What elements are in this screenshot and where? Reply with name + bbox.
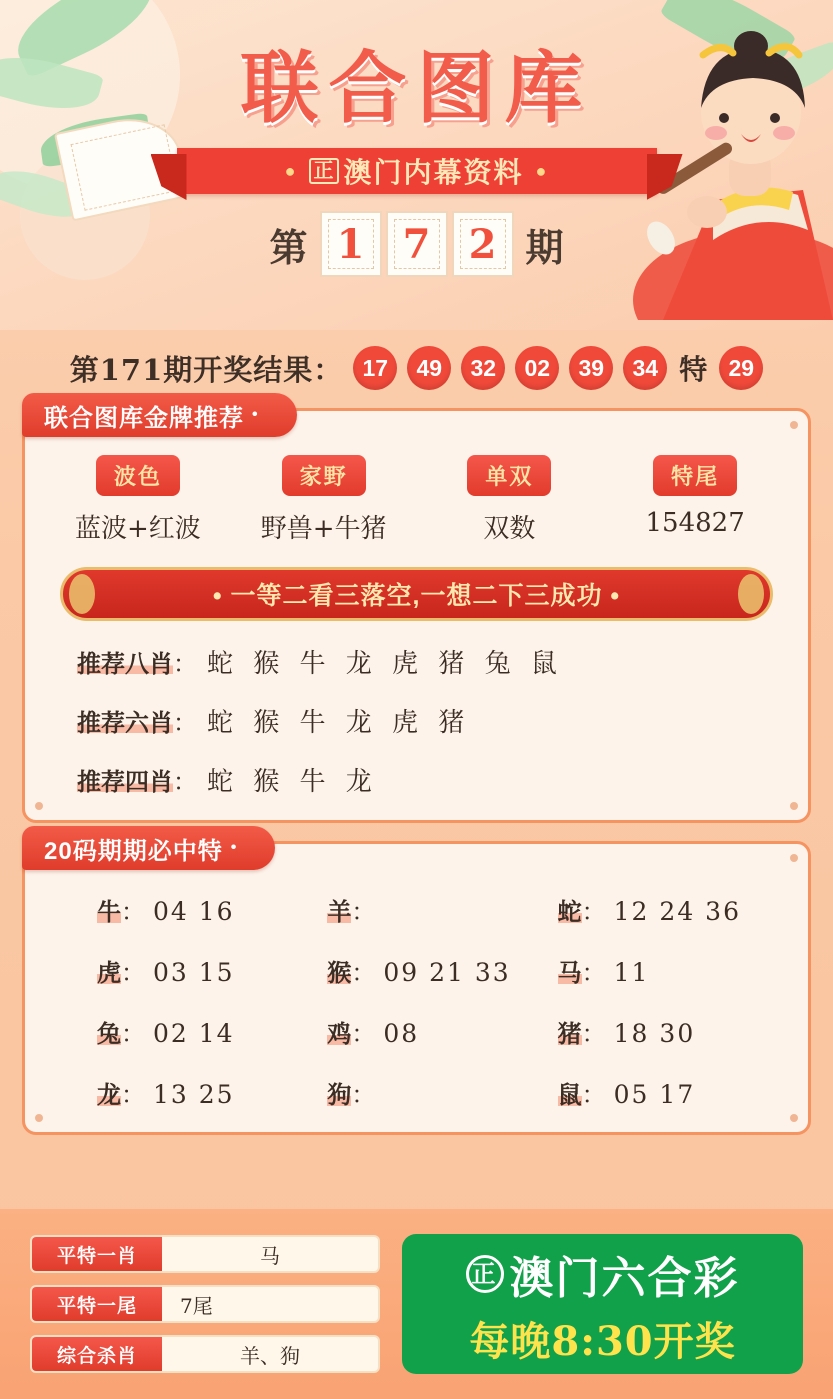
screw-icon — [35, 1114, 43, 1122]
recommend-item — [602, 455, 788, 545]
code-numbers: 12 24 36 — [613, 897, 741, 926]
code-numbers: 18 30 — [613, 1019, 696, 1048]
ribbon-dot-right: ● — [535, 160, 549, 181]
code-colon: ： — [351, 898, 376, 926]
zheng-badge-icon: 正 — [309, 158, 339, 184]
code-key: 鼠 — [558, 1075, 582, 1110]
recommend-item — [231, 455, 417, 545]
code-panel-tag-text: 20码期期必中特 — [44, 837, 223, 865]
slogan-text: • 一等二看三落空,一想二下三成功 • — [212, 582, 621, 610]
code-numbers: 03 15 — [153, 958, 235, 987]
promo-title-row — [466, 1242, 740, 1306]
footer-summary-list — [30, 1235, 380, 1373]
code-numbers: 04 16 — [153, 897, 235, 926]
issue-digit-card — [386, 211, 448, 277]
result-ball: 34 — [623, 346, 667, 390]
page-title: 联合图库 — [240, 43, 593, 134]
screw-icon — [790, 421, 798, 429]
promo-title: 澳门六合彩 — [509, 1252, 740, 1304]
recommend-panel-tag — [22, 393, 297, 437]
result-ball: 32 — [461, 346, 505, 390]
zheng-badge-icon: 正 — [466, 1255, 504, 1293]
ribbon-dot-left: ● — [284, 160, 298, 181]
recommend-grid — [45, 455, 788, 545]
screw-icon — [790, 854, 798, 862]
code-item — [327, 1075, 557, 1110]
special-ball-label: 特 — [679, 353, 708, 386]
result-ball: 17 — [353, 346, 397, 390]
code-key: 羊 — [327, 892, 351, 927]
promo-subtitle: 每晚8:30开奖 — [469, 1317, 736, 1365]
code-numbers: 11 — [613, 958, 650, 987]
issue-digit: 2 — [468, 220, 497, 268]
recommend-panel-tag-text: 联合图库金牌推荐 — [44, 404, 244, 432]
code-item — [327, 1014, 557, 1049]
code-key: 马 — [558, 953, 582, 988]
ribbon-text: 澳门内幕资料 — [343, 157, 524, 188]
code-item — [97, 892, 327, 927]
code-item — [97, 1014, 327, 1049]
code-numbers: 08 — [383, 1019, 420, 1048]
code-colon: ： — [581, 1081, 606, 1109]
code-numbers: 02 14 — [153, 1019, 235, 1048]
code-colon: ： — [351, 1081, 376, 1109]
footer-row — [30, 1235, 380, 1273]
recommend-chip: 单双 — [467, 455, 551, 496]
promo-banner[interactable] — [402, 1234, 803, 1374]
code-panel-tag — [22, 826, 275, 870]
footer-row-key: 平特一尾 — [32, 1287, 162, 1321]
recommend-chip: 特尾 — [653, 455, 737, 496]
code-colon: ： — [121, 1020, 145, 1048]
code-key: 兔 — [97, 1014, 121, 1049]
code-key: 狗 — [327, 1075, 351, 1110]
zodiac-row — [45, 761, 788, 798]
zodiac-values: 蛇 猴 牛 龙 虎 猪 兔 鼠 — [207, 649, 563, 679]
issue-prefix: 第 — [269, 224, 308, 270]
recommend-value: 154827 — [645, 508, 745, 538]
zodiac-colon: ： — [173, 768, 197, 796]
zodiac-key: 推荐八肖 — [77, 644, 173, 679]
footer-row — [30, 1285, 380, 1323]
code-colon: ： — [351, 959, 376, 987]
issue-digit: 7 — [402, 220, 431, 268]
code-key: 蛇 — [558, 892, 582, 927]
result-ball: 39 — [569, 346, 613, 390]
code-colon: ： — [581, 898, 606, 926]
code-numbers: 09 21 33 — [383, 958, 511, 987]
code-numbers: 05 17 — [613, 1080, 696, 1109]
zodiac-values: 蛇 猴 牛 龙 虎 猪 — [207, 708, 471, 738]
zodiac-key: 推荐六肖 — [77, 703, 173, 738]
recommend-panel — [22, 404, 811, 823]
code-key: 牛 — [97, 892, 121, 927]
recommend-chip: 家野 — [282, 455, 366, 496]
footer-row-key: 平特一肖 — [32, 1237, 162, 1271]
screw-icon — [790, 802, 798, 810]
slogan-banner — [60, 567, 773, 621]
code-item — [558, 1014, 788, 1049]
recommend-item — [45, 455, 231, 545]
footer-row — [30, 1335, 380, 1373]
issue-suffix: 期 — [525, 224, 564, 270]
code-panel — [22, 837, 811, 1135]
recommend-value: 蓝波+红波 — [74, 514, 201, 544]
zodiac-values: 蛇 猴 牛 龙 — [207, 767, 378, 797]
issue-digit-card — [452, 211, 514, 277]
code-item — [558, 1075, 788, 1110]
slogan-ornament-right — [738, 574, 764, 614]
slogan-ornament-left — [69, 574, 95, 614]
zodiac-colon: ： — [173, 709, 197, 737]
code-colon: ： — [581, 959, 606, 987]
code-item — [97, 953, 327, 988]
poster-footer — [0, 1209, 833, 1399]
screw-icon — [35, 802, 43, 810]
code-key: 龙 — [97, 1075, 121, 1110]
code-item — [327, 953, 557, 988]
zodiac-key: 推荐四肖 — [77, 762, 173, 797]
subtitle-ribbon — [177, 148, 657, 194]
footer-row-value: 7尾 — [180, 1293, 213, 1318]
draw-result-row — [0, 346, 833, 390]
code-key: 猪 — [558, 1014, 582, 1049]
result-ball: 49 — [407, 346, 451, 390]
footer-row-key: 综合杀肖 — [32, 1337, 162, 1371]
zodiac-row — [45, 702, 788, 739]
code-item — [558, 953, 788, 988]
special-ball: 29 — [719, 346, 763, 390]
code-colon: ： — [351, 1020, 376, 1048]
issue-number — [202, 208, 632, 280]
code-key: 猴 — [327, 953, 351, 988]
code-item — [97, 1075, 327, 1110]
screw-icon — [790, 1114, 798, 1122]
code-key: 鸡 — [327, 1014, 351, 1049]
code-grid — [45, 892, 788, 1110]
code-colon: ： — [121, 1081, 145, 1109]
issue-digit-card — [320, 211, 382, 277]
code-item — [558, 892, 788, 927]
recommend-value: 双数 — [483, 514, 536, 544]
recommend-value: 野兽+牛猪 — [260, 514, 387, 544]
code-colon: ： — [121, 959, 145, 987]
code-colon: ： — [121, 898, 145, 926]
tag-bullet-icon: • — [230, 839, 238, 856]
footer-row-value: 羊、狗 — [240, 1343, 300, 1368]
recommend-item — [417, 455, 603, 545]
zodiac-colon: ： — [173, 650, 197, 678]
issue-digit: 1 — [336, 220, 365, 268]
footer-row-value: 马 — [260, 1243, 280, 1268]
tag-bullet-icon: • — [252, 406, 259, 423]
code-colon: ： — [581, 1020, 606, 1048]
recommend-chip: 波色 — [96, 455, 180, 496]
zodiac-row — [45, 643, 788, 680]
poster-header — [0, 0, 833, 330]
draw-result-label: 第171期开奖结果： — [69, 352, 344, 387]
code-item — [327, 892, 557, 927]
result-ball: 02 — [515, 346, 559, 390]
code-numbers: 13 25 — [153, 1080, 235, 1109]
code-key: 虎 — [97, 953, 121, 988]
